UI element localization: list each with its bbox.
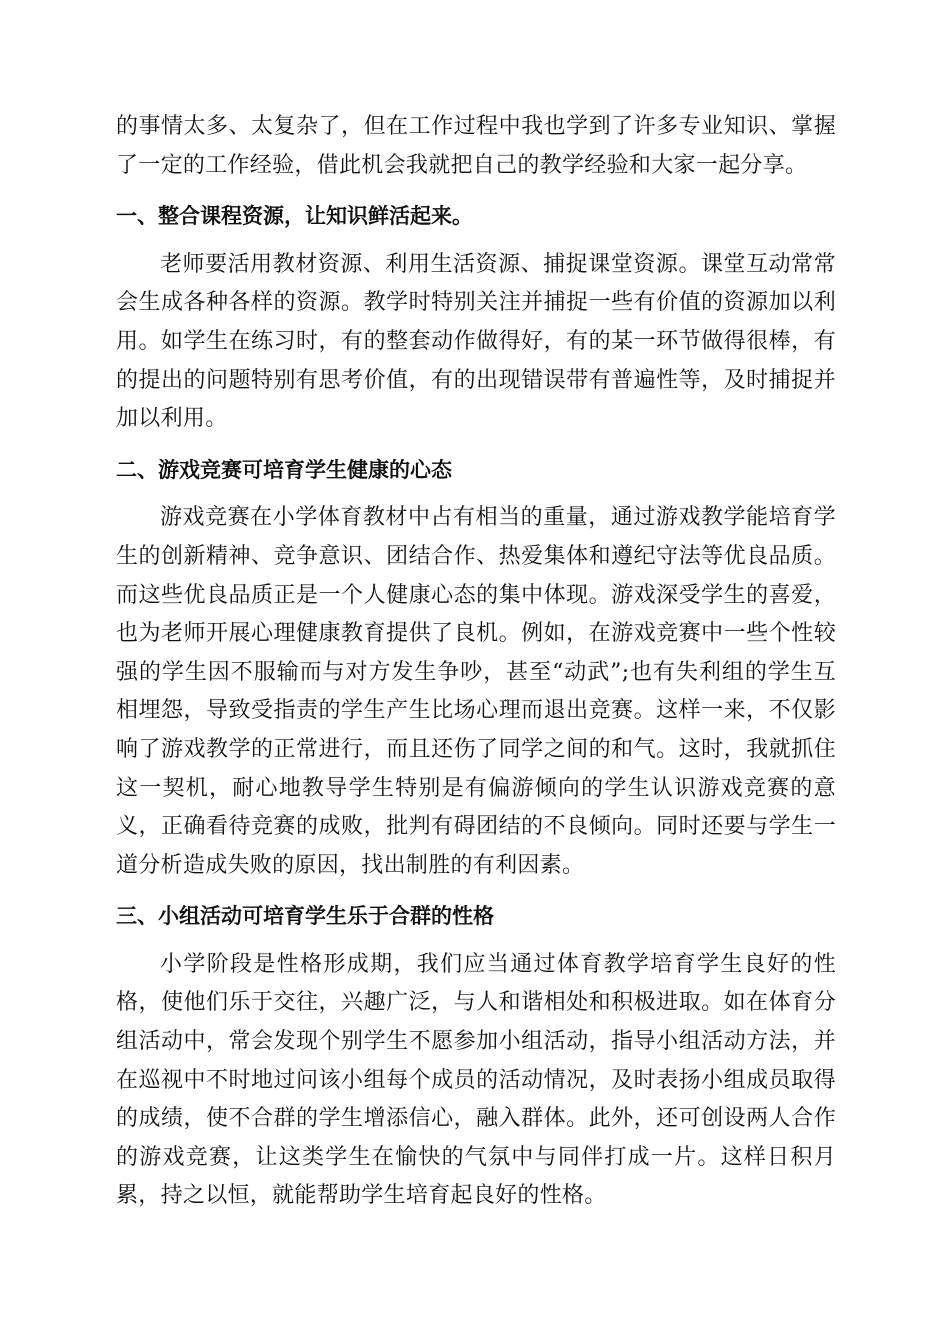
section-body-3: 小学阶段是性格形成期，我们应当通过体育教学培育学生良好的性格，使他们乐于交往，兴趣广泛，与人和谐相处和积极进取。如在体育分组活动中，常会发现个别学生不愿参加小组活动，指导小组活动方法，并在巡视中不时地过问该小组每个成员的活动情况，及时表扬小组成员取得的成绩，使不合群的学生增添信心，融入群体。此外，还可创设两人合作的游戏竞赛，让这类学生在愉快的气氛中与同伴打成一片。这样日积月累，持之以恒，就能帮助学生培育起良好的性格。 — [116, 951, 836, 1209]
section-heading-2: 二、游戏竞赛可培育学生健康的心态 — [116, 457, 452, 482]
section-body-1: 老师要活用教材资源、利用生活资源、捕捉课堂资源。课堂互动常常会生成各种各样的资源。教学时特别关注并捕捉一些有价值的资源加以利用。如学生在练习时，有的整套动作做得好，有的某一环节做得很棒，有的提出的问题特别有思考价值，有的出现错误带有普遍性等，及时捕捉并加以利用。 — [116, 251, 836, 432]
section-heading-3: 三、小组活动可培育学生乐于合群的性格 — [116, 904, 494, 929]
section-body-2: 游戏竞赛在小学体育教材中占有相当的重量，通过游戏教学能培育学生的创新精神、竞争意识、团结合作、热爱集体和遵纪守法等优良品质。而这些优良品质正是一个人健康心态的集中体现。游戏深受学生的喜爱，也为老师开展心理健康教育提供了良机。例如，在游戏竞赛中一些个性较强的学生因不服输而与对方发生争吵，甚至“动武”;也有失利组的学生互相埋怨，导致受指责的学生产生比场心理而退出竞赛。这样一来，不仅影响了游戏教学的正常进行，而且还伤了同学之间的和气。这时，我就抓住这一契机，耐心地教导学生特别是有偏游倾向的学生认识游戏竞赛的意义，正确看待竞赛的成败，批判有碍团结的不良倾向。同时还要与学生一道分析造成失败的原因，找出制胜的有利因素。 — [116, 505, 836, 878]
intro-paragraph: 的事情太多、太复杂了，但在工作过程中我也学到了许多专业知识、掌握了一定的工作经验，借此机会我就把自己的教学经验和大家一起分享。 — [116, 114, 836, 178]
document-body — [116, 108, 836, 1216]
section-heading-1: 一、整合课程资源，让知识鲜活起来。 — [116, 204, 473, 229]
